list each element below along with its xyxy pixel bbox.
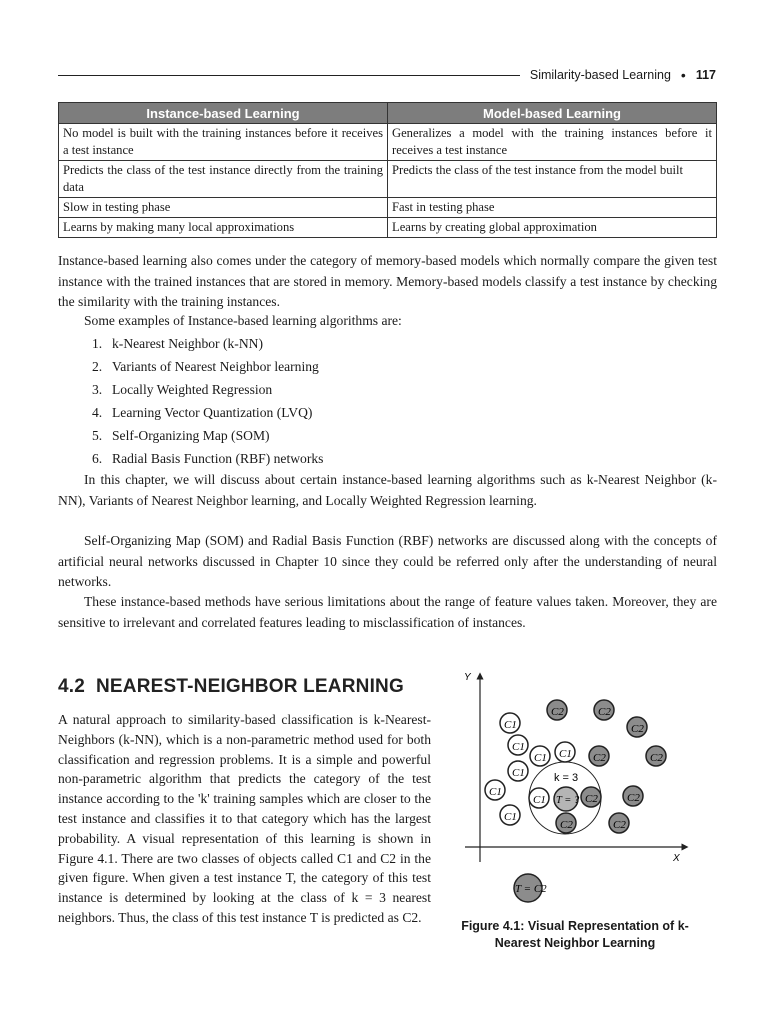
caption-text: Visual Representation of k-Nearest Neighbor Learning bbox=[494, 919, 689, 950]
list-item: 4. Learning Vector Quantization (LVQ) bbox=[92, 405, 313, 420]
paragraph-memory-based: Instance-based learning also comes under the category of memory-based models which normally compare the given test instance with the trained instances that are stored in memory. Memory-based models classify a test instance by checking the similarity with the training instances. bbox=[58, 253, 717, 309]
x-axis-label: X bbox=[673, 853, 680, 864]
table-header-model: Model-based Learning bbox=[388, 103, 717, 124]
table-cell: Fast in testing phase bbox=[388, 198, 717, 218]
section-number: 4.2 bbox=[58, 676, 86, 697]
test-instance-label: T = ? bbox=[556, 795, 580, 806]
table-cell: Predicts the class of the test instance directly from the training data bbox=[59, 161, 388, 198]
table-cell: Learns by making many local approximations bbox=[59, 218, 388, 238]
knn-figure bbox=[455, 670, 695, 915]
algorithm-list bbox=[92, 332, 323, 470]
table-row bbox=[59, 124, 717, 161]
k-label: k = 3 bbox=[554, 772, 579, 784]
paragraph-limitations: These instance-based methods have serious limitations about the range of feature values taken. Moreover, they are sensitive to irrelevant and correlated features leading to misclassification of instances. bbox=[58, 594, 717, 630]
section-heading bbox=[58, 676, 404, 698]
class2-point-label: C2 bbox=[631, 723, 644, 735]
y-axis-label: Y bbox=[464, 672, 471, 683]
list-item: 5. Self-Organizing Map (SOM) bbox=[92, 428, 270, 443]
table-cell: Predicts the class of the test instance from the model built bbox=[388, 161, 717, 198]
class2-point-label: C2 bbox=[551, 706, 564, 718]
class2-point-label: C2 bbox=[650, 752, 663, 764]
list-item: 6. Radial Basis Function (RBF) networks bbox=[92, 451, 324, 466]
table-row bbox=[59, 218, 717, 238]
running-title: Similarity-based Learning bbox=[529, 68, 671, 82]
class2-point-label: C2 bbox=[627, 792, 640, 804]
section-title: NEAREST-NEIGHBOR LEARNING bbox=[95, 676, 404, 697]
class2-point-label: C2 bbox=[585, 793, 598, 805]
section-body: A natural approach to similarity-based classification is k-Nearest-Neighbors (k-NN), which is a non-parametric method used for both classification and regression problems. It is a simple and powerful non-parametric algorithm that predicts the category of the test instance according to the 'k' training samples which are closer to the test instance and classifies it to that category which has the largest probability. A visual representation of this learning is shown in Figure 4.1. There are two classes of objects called C1 and C2 in the given figure. When given a test instance T, the category of this test instance is determined by looking at the class of k = 3 nearest neighbors. Thus, the class of this test instance T is predicted as C2. bbox=[58, 712, 431, 925]
class1-point-label: C1 bbox=[489, 786, 502, 798]
class1-point-label: C1 bbox=[512, 767, 525, 779]
class1-point-label: C1 bbox=[533, 794, 546, 806]
page-number: 117 bbox=[695, 68, 716, 82]
class2-point-label: C2 bbox=[593, 752, 606, 764]
table-cell: No model is built with the training instances before it receives a test instance bbox=[59, 124, 388, 161]
list-item: 3. Locally Weighted Regression bbox=[92, 382, 273, 397]
class1-point-label: C1 bbox=[559, 748, 572, 760]
table-cell: Slow in testing phase bbox=[59, 198, 388, 218]
class2-point-label: C2 bbox=[598, 706, 611, 718]
class2-points bbox=[547, 700, 666, 833]
paragraph-som-rbf: Self-Organizing Map (SOM) and Radial Basis Function (RBF) networks are discussed along with the concepts of artificial neural networks discussed in Chapter 10 since they could be referred only after the understanding of neural networks. bbox=[58, 533, 717, 589]
list-item: 2. Variants of Nearest Neighbor learning bbox=[92, 359, 319, 374]
table-row bbox=[59, 198, 717, 218]
caption-label: Figure 4.1: bbox=[461, 919, 525, 933]
table-cell: Generalizes a model with the training instances before it receives a test instance bbox=[388, 124, 717, 161]
figure-caption bbox=[455, 918, 695, 952]
header-bullet: • bbox=[680, 67, 686, 83]
comparison-table bbox=[58, 102, 717, 238]
running-header bbox=[58, 64, 716, 86]
table-header-instance: Instance-based Learning bbox=[59, 103, 388, 124]
class2-point-label: C2 bbox=[613, 819, 626, 831]
class2-point-label: C2 bbox=[560, 819, 573, 831]
table-cell: Learns by creating global approximation bbox=[388, 218, 717, 238]
class1-point-label: C1 bbox=[534, 752, 547, 764]
class1-point-label: C1 bbox=[504, 811, 517, 823]
predicted-class-label: T = C2 bbox=[515, 883, 547, 895]
table-row bbox=[59, 161, 717, 198]
list-item: 1. k-Nearest Neighbor (k-NN) bbox=[92, 336, 263, 351]
class1-point-label: C1 bbox=[504, 719, 517, 731]
header-rule bbox=[58, 75, 520, 76]
paragraph-examples-intro: Some examples of Instance-based learning algorithms are: bbox=[84, 313, 402, 328]
paragraph-chapter-scope: In this chapter, we will discuss about certain instance-based learning algorithms such as k-Nearest Neighbor (k-NN), Variants of Nearest Neighbor learning, and Locally Weighted Regression learning. bbox=[58, 472, 717, 508]
class1-point-label: C1 bbox=[512, 741, 525, 753]
